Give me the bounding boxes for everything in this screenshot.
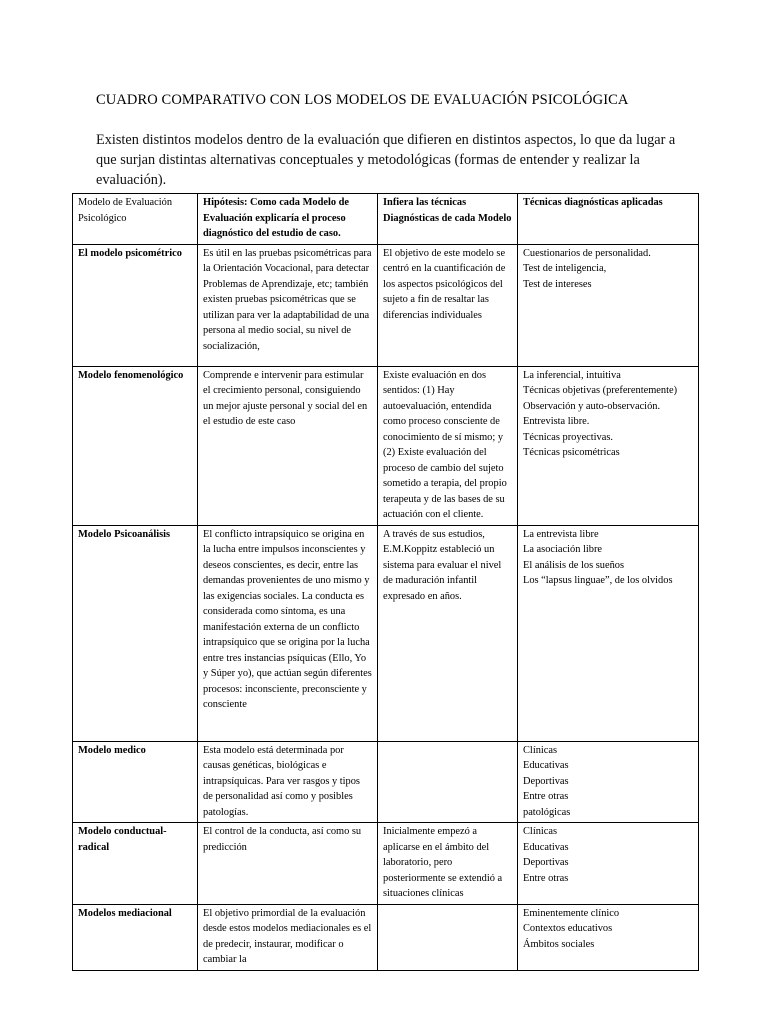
technique-item: Contextos educativos xyxy=(523,923,613,934)
model-name: Modelo Psicoanálisis xyxy=(73,525,198,741)
techniques-cell xyxy=(518,366,699,525)
hypothesis-cell: Esta modelo está determinada por causas genéticas, biológicas e intrapsíquicas. Para ver rasgos y tipos de personalidad así como y posibles patologías. xyxy=(198,741,378,823)
inferred-cell: Existe evaluación en dos sentidos: (1) Hay autoevaluación, entendida como proceso consciente de conocimiento de sí mismo; y (2) Existe evaluación del proceso de cambio del sujeto sometido a terapia, del propio terapeuta y de las bases de su actuación con el cliente. xyxy=(378,366,518,525)
hypothesis-cell: Es útil en las pruebas psicométricas para la Orientación Vocacional, para detectar Problemas de Aprendizaje, etc; también existen pruebas psicométricas que se utilizan para ver la adaptabilidad de una persona al medio social, su nivel de socialización, xyxy=(198,244,378,366)
techniques-cell xyxy=(518,244,699,366)
technique-item: Entrevista libre. xyxy=(523,416,590,427)
table-row xyxy=(73,244,699,366)
technique-item: Deportivas xyxy=(523,775,569,787)
techniques-cell xyxy=(518,525,699,741)
technique-item: Clínicas xyxy=(523,744,558,756)
header-inferred-techniques: Infiera las técnicas Diagnósticas de cada Modelo xyxy=(378,194,518,245)
table-row xyxy=(73,366,699,525)
techniques-cell xyxy=(518,823,699,905)
table-row xyxy=(73,525,699,741)
technique-item: La inferencial, intuitiva xyxy=(523,369,621,381)
technique-item: La entrevista libre xyxy=(523,528,599,540)
technique-item: Test de intereses xyxy=(523,278,592,290)
technique-item: La asociación libre xyxy=(523,544,603,555)
comparison-table xyxy=(72,193,699,971)
technique-item: Técnicas objetivas (preferentemente) xyxy=(523,385,678,396)
hypothesis-cell: Comprende e intervenir para estimular el crecimiento personal, consiguiendo un mejor ajuste personal y social del en el estudio de este caso xyxy=(198,366,378,525)
model-name: El modelo psicométrico xyxy=(73,244,198,366)
hypothesis-cell: El conflicto intrapsíquico se origina en la lucha entre impulsos inconscientes y deseos conscientes, es decir, entre las demandas provenientes de uno mismo y las exigencias sociales. La conducta es considerada como síntoma, es una manifestación externa de un conflicto intrapsíquico que se origina por la lucha entre tres instancias psíquicas (Ello, Yo y Súper yo), que actúan según diferentes procesos: inconsciente, preconsciente y consciente xyxy=(198,525,378,741)
technique-item: Deportivas xyxy=(523,857,569,868)
hypothesis-cell: El control de la conducta, así como su predicción xyxy=(198,823,378,905)
technique-item: Test de inteligencia, xyxy=(523,263,607,274)
table-row xyxy=(73,823,699,905)
table-row xyxy=(73,741,699,823)
model-name: Modelo medico xyxy=(73,741,198,823)
model-name: Modelo fenomenológico xyxy=(73,366,198,525)
header-applied-techniques: Técnicas diagnósticas aplicadas xyxy=(518,194,699,245)
intro-paragraph: Existen distintos modelos dentro de la evaluación que difieren en distintos aspectos, lo que da lugar a que surjan distintas alternativas conceptuales y metodológicas (formas de entender y realizar la evaluación). xyxy=(96,132,676,188)
technique-item: Entre otras xyxy=(523,872,569,884)
technique-item: Entre otras patológicas xyxy=(523,791,571,818)
inferred-cell: Inicialmente empezó a aplicarse en el ámbito del laboratorio, pero posteriormente se extendió a situaciones clínicas xyxy=(378,823,518,905)
hypothesis-cell: El objetivo primordial de la evaluación desde estos modelos mediacionales es el de predecir, instaurar, modificar o cambiar la xyxy=(198,904,378,970)
model-name: Modelo conductual-radical xyxy=(73,823,198,905)
header-hypothesis: Hipótesis: Como cada Modelo de Evaluación explicaría el proceso diagnóstico del estudio de caso. xyxy=(198,194,378,245)
technique-item: Técnicas psicométricas xyxy=(523,447,620,458)
page-title: CUADRO COMPARATIVO CON LOS MODELOS DE EVALUACIÓN PSICOLÓGICA xyxy=(96,92,629,108)
table-row xyxy=(73,904,699,970)
technique-item: El análisis de los sueños xyxy=(523,559,625,571)
technique-item: Ámbitos sociales xyxy=(523,938,595,950)
technique-item: Técnicas proyectivas. xyxy=(523,431,614,443)
table-header-row xyxy=(73,194,699,245)
header-model: Modelo de Evaluación Psicológico xyxy=(73,194,198,245)
model-name: Modelos mediacional xyxy=(73,904,198,970)
inferred-cell: A través de sus estudios, E.M.Koppitz estableció un sistema para evaluar el nivel de maduración infantil expresado en años. xyxy=(378,525,518,741)
technique-item: Educativas xyxy=(523,760,569,771)
technique-item: Los “lapsus linguae”, de los olvidos xyxy=(523,575,673,586)
techniques-cell xyxy=(518,904,699,970)
inferred-cell xyxy=(378,904,518,970)
technique-item: Cuestionarios de personalidad. xyxy=(523,247,651,259)
technique-item: Educativas xyxy=(523,841,569,853)
techniques-cell xyxy=(518,741,699,823)
technique-item: Observación y auto-observación. xyxy=(523,400,661,412)
technique-item: Eminentemente clínico xyxy=(523,907,620,919)
inferred-cell xyxy=(378,741,518,823)
technique-item: Clínicas xyxy=(523,826,558,837)
inferred-cell: El objetivo de este modelo se centró en la cuantificación de los aspectos psicológicos del sujeto a fin de resaltar las diferencias individuales xyxy=(378,244,518,366)
